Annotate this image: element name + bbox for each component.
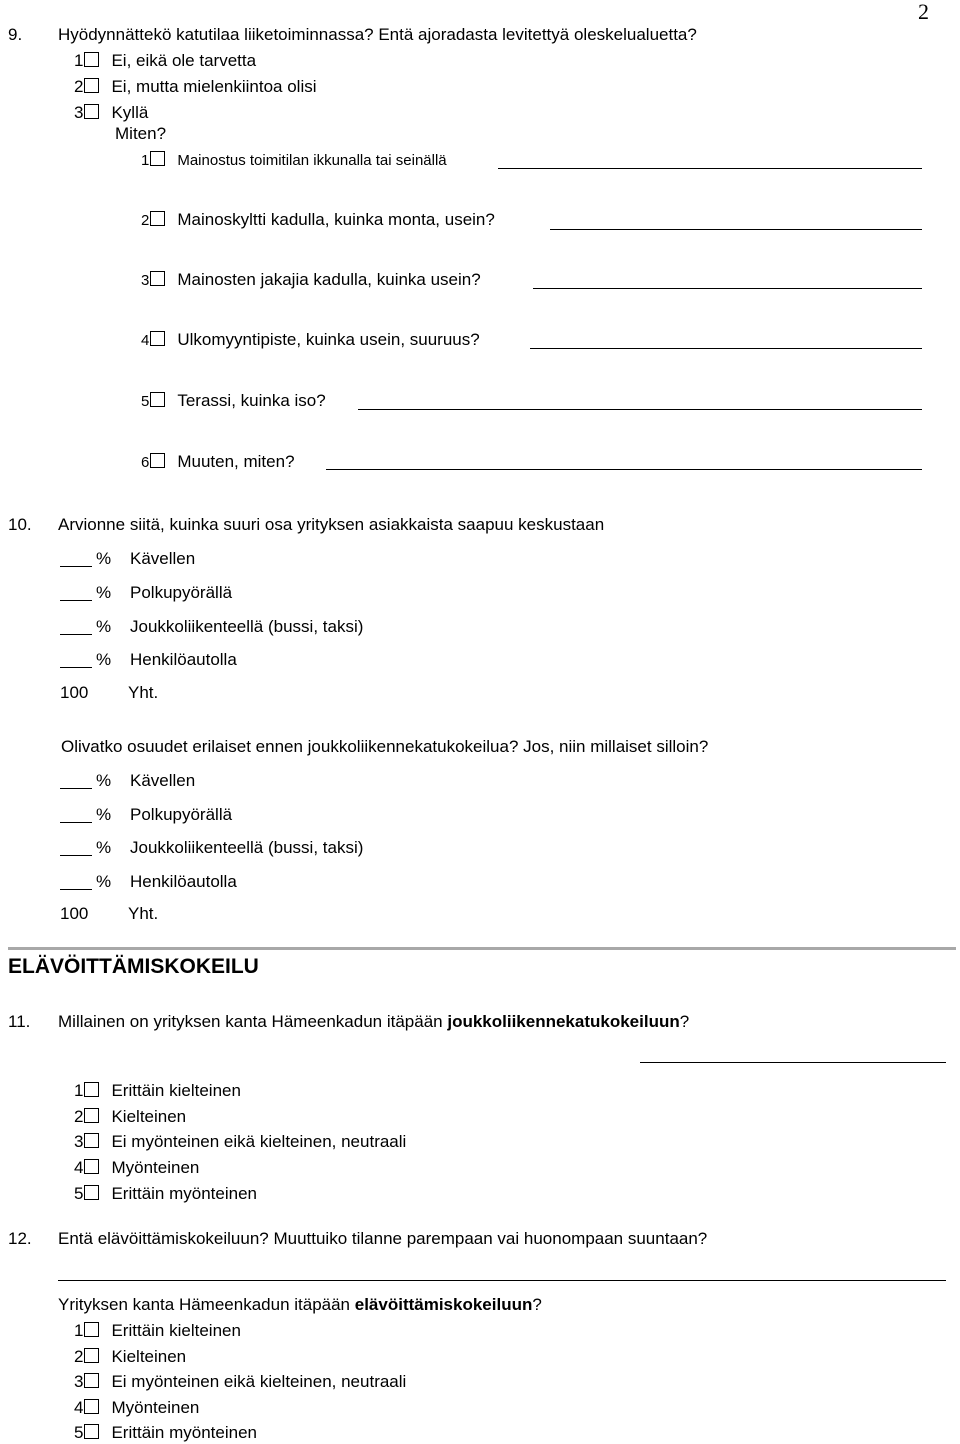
option-label: Erittäin myönteinen [111, 1184, 257, 1203]
option-number: 3 [74, 1132, 84, 1151]
percent-sign: % [96, 617, 112, 636]
answer-line[interactable] [530, 348, 922, 349]
total-label: Yht. [128, 683, 159, 702]
mode-label: Kävellen [130, 549, 196, 568]
q11-text-pre: Millainen on yrityksen kanta Hämeenkadun itäpään [58, 1012, 448, 1031]
option-number: 3 [74, 1372, 84, 1391]
option-label: Myönteinen [111, 1158, 200, 1177]
how-option-4[interactable] [141, 330, 480, 351]
mode-row-car-before [60, 872, 237, 892]
option-number: 2 [74, 1107, 84, 1126]
checkbox[interactable] [84, 1185, 99, 1200]
how-option-6[interactable] [141, 452, 295, 473]
total-row-before [60, 904, 158, 924]
option-number: 1 [74, 1081, 84, 1100]
checkbox[interactable] [150, 211, 165, 226]
checkbox[interactable] [150, 453, 165, 468]
option-number: 3 [141, 272, 150, 289]
page-number: 2 [918, 0, 929, 24]
option-number: 3 [74, 103, 84, 122]
total-row [60, 683, 158, 703]
checkbox[interactable] [150, 151, 165, 166]
q10-text: Arvionne siitä, kuinka suuri osa yrityksen asiakkaista saapuu keskustaan [58, 515, 605, 534]
option-label: Kielteinen [111, 1347, 187, 1366]
percent-input[interactable] [60, 652, 92, 668]
checkbox[interactable] [84, 1108, 99, 1123]
q10-followup: Olivatko osuudet erilaiset ennen joukkoliikennekatukokeilua? Jos, niin millaiset silloin? [61, 737, 709, 756]
q11-text-post: ? [679, 1012, 690, 1031]
checkbox[interactable] [150, 271, 165, 286]
option-label: Erittäin myönteinen [111, 1423, 257, 1442]
option-label: Muuten, miten? [177, 452, 295, 471]
option-number: 2 [74, 1347, 84, 1366]
option-label: Ei, mutta mielenkiintoa olisi [111, 77, 317, 96]
percent-sign: % [96, 583, 112, 602]
option-number: 4 [141, 332, 150, 349]
answer-line[interactable] [498, 168, 922, 169]
option-number: 5 [74, 1423, 84, 1442]
q11-option-3[interactable] [74, 1132, 406, 1152]
q12-option-5[interactable] [74, 1423, 257, 1443]
answer-line[interactable] [533, 288, 922, 289]
option-number: 5 [74, 1184, 84, 1203]
answer-line[interactable] [58, 1280, 946, 1281]
q12-sub-post: ? [532, 1295, 542, 1314]
option-number: 1 [74, 51, 84, 70]
mode-label: Henkilöautolla [130, 872, 237, 891]
option-number: 2 [74, 77, 84, 96]
q11-option-5[interactable] [74, 1184, 257, 1204]
how-option-3[interactable] [141, 270, 481, 291]
q12-option-1[interactable] [74, 1321, 241, 1341]
percent-input[interactable] [60, 840, 92, 856]
answer-line[interactable] [358, 409, 922, 410]
percent-input[interactable] [60, 773, 92, 789]
q9-option-2[interactable] [74, 77, 317, 97]
option-label: Erittäin kielteinen [111, 1081, 241, 1100]
mode-row-walking [60, 549, 195, 569]
mode-row-bicycle [60, 583, 232, 603]
mode-label: Polkupyörällä [130, 583, 233, 602]
percent-sign: % [96, 771, 112, 790]
checkbox[interactable] [84, 1373, 99, 1388]
option-label: Erittäin kielteinen [111, 1321, 241, 1340]
checkbox[interactable] [84, 1082, 99, 1097]
percent-input[interactable] [60, 551, 92, 567]
q9-number: 9. [8, 25, 23, 44]
percent-sign: % [96, 805, 112, 824]
total-value: 100 [60, 683, 89, 702]
option-label: Kyllä [111, 103, 149, 122]
option-label: Mainoskyltti kadulla, kuinka monta, usein? [177, 210, 495, 229]
mode-label: Joukkoliikenteellä (bussi, taksi) [130, 617, 364, 636]
percent-sign: % [96, 872, 112, 891]
checkbox[interactable] [84, 1424, 99, 1439]
option-number: 1 [74, 1321, 84, 1340]
percent-sign: % [96, 650, 112, 669]
option-label: Mainosten jakajia kadulla, kuinka usein? [177, 270, 481, 289]
checkbox[interactable] [84, 1159, 99, 1174]
mode-row-public-transport [60, 617, 363, 637]
option-number: 4 [74, 1398, 84, 1417]
q9-option-1[interactable] [74, 51, 256, 71]
mode-row-walking-before [60, 771, 195, 791]
q12-option-4[interactable] [74, 1398, 199, 1418]
q11-option-2[interactable] [74, 1107, 186, 1127]
percent-sign: % [96, 838, 112, 857]
mode-row-car [60, 650, 237, 670]
percent-input[interactable] [60, 619, 92, 635]
q11-text-bold: joukkoliikennekatukokeiluun [447, 1012, 680, 1031]
q12-option-3[interactable] [74, 1372, 406, 1392]
q12-option-2[interactable] [74, 1347, 186, 1367]
q9-how-label: Miten? [115, 124, 167, 143]
q11-option-1[interactable] [74, 1081, 241, 1101]
mode-label: Henkilöautolla [130, 650, 237, 669]
option-number: 6 [141, 454, 150, 471]
option-label: Myönteinen [111, 1398, 200, 1417]
q12-sub-pre: Yrityksen kanta Hämeenkadun itäpään [58, 1295, 355, 1314]
option-label: Ei myönteinen eikä kielteinen, neutraali [111, 1132, 407, 1151]
q12-number: 12. [8, 1229, 32, 1248]
q11-text [58, 1012, 689, 1032]
option-number: 4 [74, 1158, 84, 1177]
section-divider [8, 947, 956, 950]
percent-input[interactable] [60, 585, 92, 601]
mode-label: Polkupyörällä [130, 805, 233, 824]
checkbox[interactable] [84, 52, 99, 67]
answer-line[interactable] [640, 1062, 946, 1063]
how-option-5[interactable] [141, 391, 326, 412]
checkbox[interactable] [84, 1399, 99, 1414]
option-label: Mainostus toimitilan ikkunalla tai seinällä [177, 152, 447, 169]
q12-text: Entä elävöittämiskokeiluun? Muuttuiko tilanne parempaan vai huonompaan suuntaan? [58, 1229, 708, 1248]
answer-line[interactable] [326, 469, 922, 470]
mode-row-bicycle-before [60, 805, 232, 825]
q11-number: 11. [8, 1012, 31, 1031]
checkbox[interactable] [84, 78, 99, 93]
mode-row-public-transport-before [60, 838, 363, 858]
how-option-2[interactable] [141, 210, 495, 231]
q12-sub-bold: elävöittämiskokeiluun [354, 1295, 533, 1314]
percent-input[interactable] [60, 874, 92, 890]
option-label: Ei, eikä ole tarvetta [111, 51, 257, 70]
option-number: 5 [141, 393, 150, 410]
mode-label: Joukkoliikenteellä (bussi, taksi) [130, 838, 364, 857]
option-label: Terassi, kuinka iso? [177, 391, 326, 410]
q12-subquestion [58, 1295, 542, 1315]
q9-text: Hyödynnättekö katutilaa liiketoiminnassa? Entä ajoradasta levitettyä oleskelualuetta? [58, 25, 697, 44]
checkbox[interactable] [84, 1322, 99, 1337]
how-option-1[interactable] [141, 151, 447, 171]
checkbox[interactable] [84, 1348, 99, 1363]
checkbox[interactable] [150, 392, 165, 407]
checkbox[interactable] [150, 331, 165, 346]
option-number: 2 [141, 212, 150, 229]
q10-number: 10. [8, 515, 32, 534]
answer-line[interactable] [550, 229, 922, 230]
option-number: 1 [141, 152, 150, 169]
percent-input[interactable] [60, 807, 92, 823]
section-heading: ELÄVÖITTÄMISKOKEILU [8, 955, 259, 978]
q11-option-4[interactable] [74, 1158, 199, 1178]
option-label: Ulkomyyntipiste, kuinka usein, suuruus? [177, 330, 480, 349]
total-value: 100 [60, 904, 89, 923]
option-label: Ei myönteinen eikä kielteinen, neutraali [111, 1372, 407, 1391]
total-label: Yht. [128, 904, 159, 923]
checkbox[interactable] [84, 1133, 99, 1148]
percent-sign: % [96, 549, 112, 568]
checkbox[interactable] [84, 104, 99, 119]
q9-option-3[interactable] [74, 103, 148, 123]
mode-label: Kävellen [130, 771, 196, 790]
option-label: Kielteinen [111, 1107, 187, 1126]
